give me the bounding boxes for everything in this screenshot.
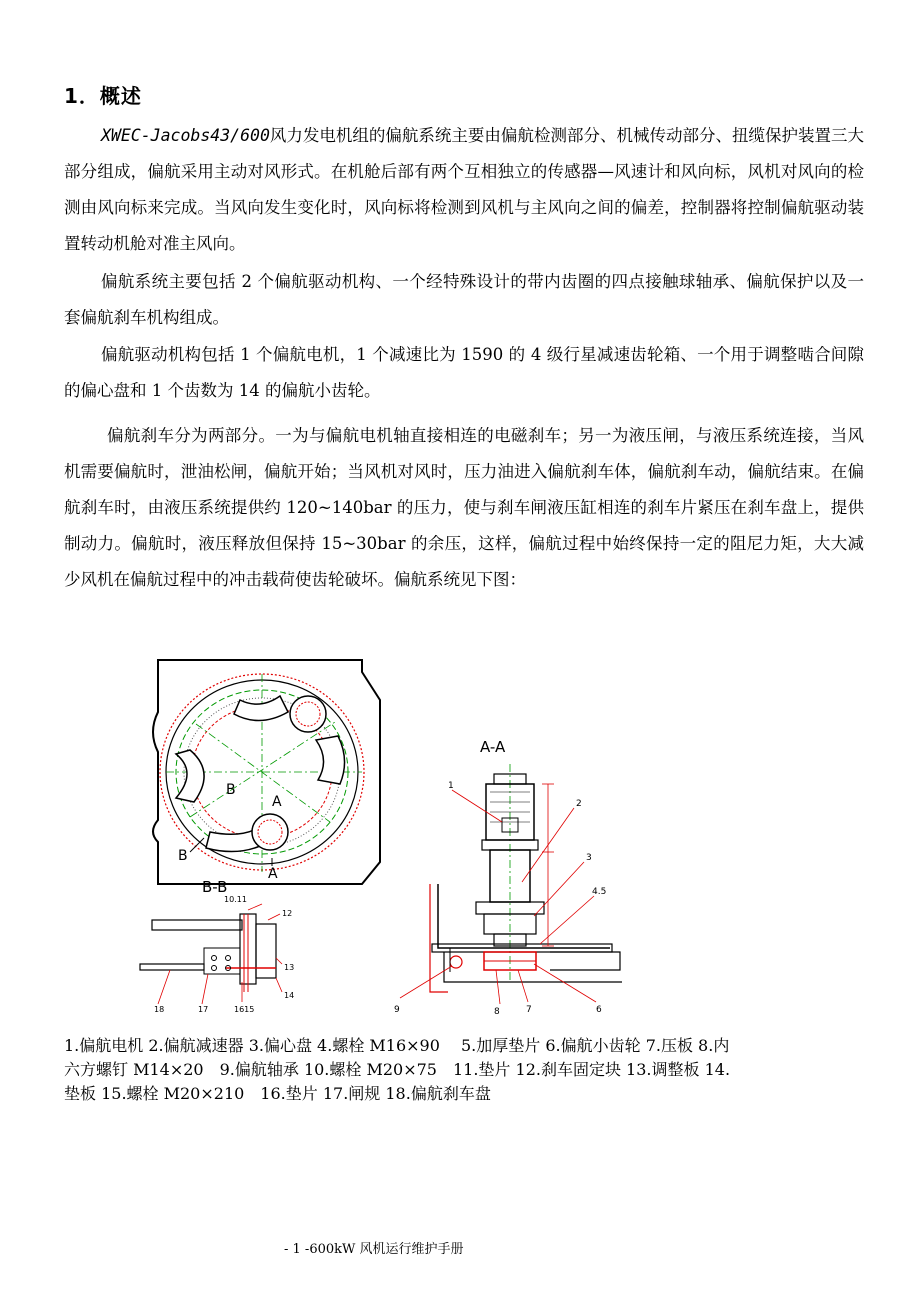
label-18: 18 xyxy=(154,1005,165,1014)
paragraph-yaw-brake xyxy=(64,418,864,598)
label-6: 6 xyxy=(596,1005,602,1015)
plan-view xyxy=(153,660,380,884)
label-7: 7 xyxy=(526,1005,532,1015)
plan-label-b: B xyxy=(226,782,236,798)
label-16-15: 1615 xyxy=(234,1005,255,1014)
section-bb-title: B-B xyxy=(202,878,228,896)
paragraph-overview xyxy=(64,118,864,262)
plan-label-a-outer: A xyxy=(268,866,278,882)
paragraph-yaw-drive xyxy=(64,337,864,409)
label-9: 9 xyxy=(394,1005,400,1015)
label-8: 8 xyxy=(494,1007,500,1017)
paragraph-yaw-drive-text: 偏航驱动机构包括 1 个偏航电机，1 个减速比为 1590 的 4 级行星减速齿轮箱、一个用于调整啮合间隙的偏心盘和 1 个齿数为 14 的偏航小齿轮。 xyxy=(64,345,864,400)
label-1: 1 xyxy=(448,781,454,791)
paragraph-overview-text: 风力发电机组的偏航系统主要由偏航检测部分、机械传动部分、扭缆保护装置三大部分组成，偏航采用主动对风形式。在机舱后部有两个互相独立的传感器—风速计和风向标，风机对风向的检测由风向标来完成。当风向发生变化时，风向标将检测到风机与主风向之间的偏差，控制器将控制偏航驱动装置转动机舱对准主风向。 xyxy=(64,126,864,253)
figure-caption: 1.偏航电机 2.偏航减速器 3.偏心盘 4.螺栓 M16×90 5.加厚垫片 6.偏航小齿轮 7.压板 8.内六方螺钉 M14×20 9.偏航轴承 10.螺栓 M20×75 11.垫片 12.刹车固定块 13.调整板 14.垫板 15.螺栓 M20×210 16.垫片 17.闸规 18.偏航刹车盘 xyxy=(64,1036,731,1103)
model-name: XWEC-Jacobs43/600 xyxy=(101,126,270,145)
label-17: 17 xyxy=(198,1005,209,1014)
label-3: 3 xyxy=(586,853,592,863)
label-14: 14 xyxy=(284,991,295,1000)
paragraph-yaw-components-text: 偏航系统主要包括 2 个偏航驱动机构、一个经特殊设计的带内齿圈的四点接触球轴承、偏航保护以及一套偏航刹车机构组成。 xyxy=(64,272,864,327)
section-aa-title: A-A xyxy=(480,738,506,756)
label-2: 2 xyxy=(576,799,582,809)
section-heading: 1．概述 xyxy=(64,84,142,108)
yaw-system-drawing xyxy=(130,652,630,1032)
label-13: 13 xyxy=(284,963,295,972)
brake-detail-view xyxy=(140,895,294,1014)
paragraph-yaw-brake-text: 偏航刹车分为两部分。一为与偏航电机轴直接相连的电磁刹车；另一为液压闸，与液压系统连接，当风机需要偏航时，泄油松闸，偏航开始；当风机对风时，压力油进入偏航刹车体，偏航刹车动，偏航结束。在偏航刹车时，由液压系统提供约 120~140bar 的压力，使与刹车闸液压缸相连的刹车片紧压在刹车盘上，提供制动力。偏航时，液压释放但保持 15~30bar 的余压，这样，偏航过程中始终保持一定的阻尼力矩，大大减少风机在偏航过程中的冲击载荷使齿轮破坏。偏航系统见下图： xyxy=(64,426,864,589)
plan-label-a: A xyxy=(272,794,282,810)
plan-label-b-outer: B xyxy=(178,848,188,864)
label-10-11: 10.11 xyxy=(224,895,247,904)
label-4-5: 4.5 xyxy=(592,887,607,897)
page-footer: - 1 -600kW 风机运行维护手册 xyxy=(284,1242,464,1257)
label-12: 12 xyxy=(282,909,293,918)
drive-elevation-view xyxy=(394,764,622,1017)
paragraph-yaw-components xyxy=(64,264,864,336)
